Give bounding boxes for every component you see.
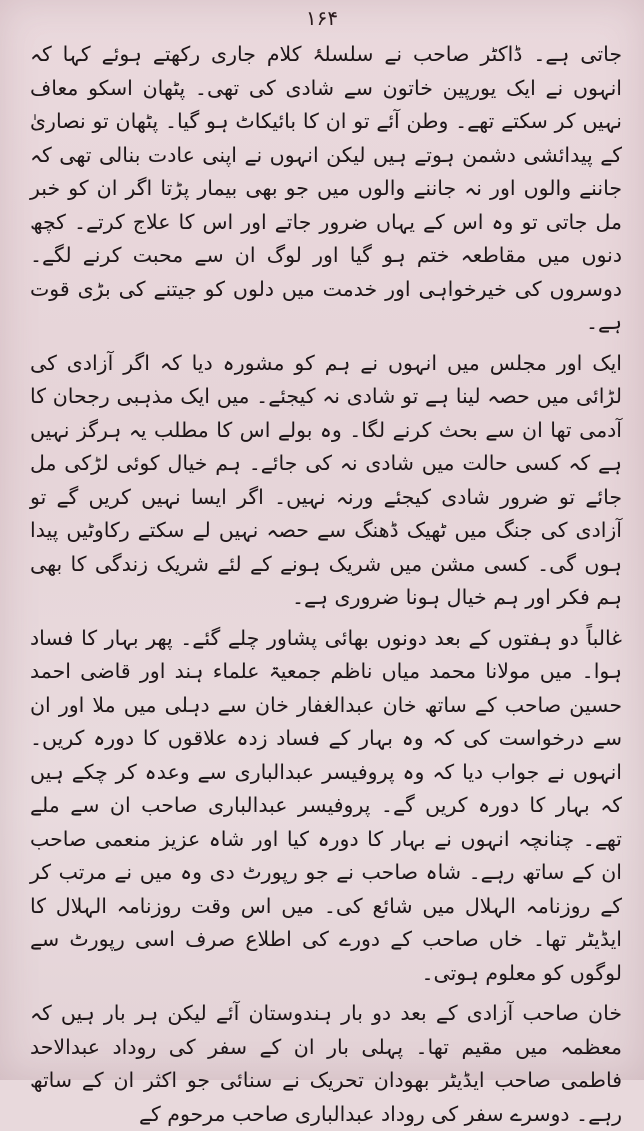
page-number: ۱۶۴ [305,6,339,30]
paragraph-2: ایک اور مجلس میں انہوں نے ہم کو مشورہ دیا کہ اگر آزادی کی لڑائی میں حصہ لینا ہے تو شادی نہ کیجئے۔ میں ایک مذہبی رجحان کا آدمی تھا ان سے بحث کرنے لگا۔ وہ بولے اس کا مطلب یہ ہرگز نہیں ہے کہ کسی حالت میں شادی نہ کی جائے۔ ہم خیال کوئی لڑکی مل جائے تو ضرور شادی کیجئے ورنہ نہیں۔ اگر ایسا نہیں کریں گے تو آزادی کی جنگ میں ٹھیک ڈھنگ سے حصہ نہیں لے سکتے رکاوٹیں پیدا ہوں گی۔ کسی مشن میں شریک ہونے کے لئے شریک زندگی کا بھی ہم فکر اور ہم خیال ہونا ضروری ہے۔ [30,350,622,609]
body-text [30,38,622,1131]
paragraph-3: غالباً دو ہفتوں کے بعد دونوں بھائی پشاور چلے گئے۔ پھر بہار کا فساد ہوا۔ میں مولانا محمد میاں ناظم جمعیۃ علماء ہند اور قاضی احمد حسین صاحب کے ساتھ خان عبدالغفار خان سے دہلی میں ملا اور ان سے درخواست کی کہ وہ بہار کے فساد زدہ علاقوں کا دورہ کریں۔ انہوں نے جواب دیا کہ وہ پروفیسر عبدالباری سے وعدہ کر چکے ہیں کہ بہار کا دورہ کریں گے۔ پروفیسر عبدالباری صاحب ان سے ملے تھے۔ چنانچہ انہوں نے بہار کا دورہ کیا اور شاہ عزیز منعمی صاحب ان کے ساتھ رہے۔ شاہ صاحب نے جو رپورٹ دی وہ میں نے مرتب کر کے روزنامہ الہلال میں شائع کی۔ میں اس وقت روزنامہ الہلال کا ایڈیٹر تھا۔ خاں صاحب کے دورے کی اطلاع صرف اسی رپورٹ سے لوگوں کو معلوم ہوتی۔ [30,625,622,985]
paragraph-4: خان صاحب آزادی کے بعد دو بار ہندوستان آئے لیکن ہر بار ہیں کہ معظمہ میں مقیم تھا۔ پہلی بار ان کے سفر کی روداد عبدالاحد فاطمی صاحب ایڈیٹر بھودان تحریک نے سنائی جو اکثر ان کے ساتھ رہے۔ دوسرے سفر کی روداد عبدالباری صاحب مرحوم کے [30,1001,622,1126]
paragraph-1: جاتی ہے۔ ڈاکٹر صاحب نے سلسلۂ کلام جاری رکھتے ہوئے کہا کہ انہوں نے ایک یورپین خاتون سے شادی کی تھی۔ پٹھان اسکو معاف نہیں کر سکتے تھے۔ وطن آئے تو ان کا بائیکاٹ ہو گیا۔ پٹھان تو نصاریٰ کے پیدائشی دشمن ہوتے ہیں لیکن انہوں نے اپنی عادت بنالی تھی کہ جاننے والوں اور نہ جاننے والوں میں جو بھی بیمار پڑتا اگر ان کو خبر مل جاتی تو وہ اس کے یہاں ضرور جاتے اور اس کا علاج کرتے۔ کچھ دنوں میں مقاطعہ ختم ہو گیا اور لوگ ان سے محبت کرنے لگے۔ دوسروں کی خیرخواہی اور خدمت میں دلوں کو جیتنے کی بڑی قوت ہے۔ [30,42,622,334]
